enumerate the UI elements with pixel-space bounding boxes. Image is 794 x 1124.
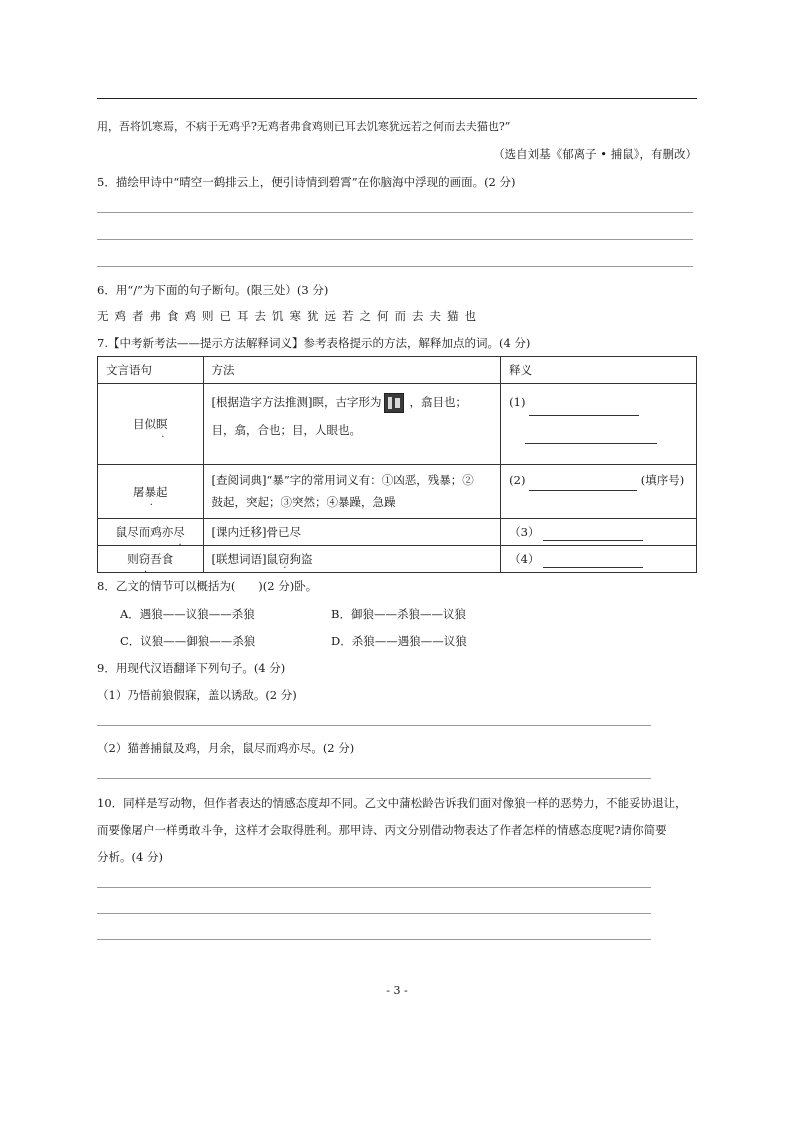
question-6: 6．用“/”为下面的句子断句。(限三处）(3 分) bbox=[97, 283, 329, 297]
question-7: 7.【中考新考法——提示方法解释词义】参考表格提示的方法，解释加点的词。(4 分) bbox=[97, 336, 531, 350]
table-row bbox=[98, 546, 697, 573]
header-phrase: 文言语句 bbox=[106, 363, 152, 377]
question-8: 8．乙文的情节可以概括为( )(2 分)卧。 bbox=[97, 579, 318, 593]
word-meaning-table bbox=[97, 356, 697, 573]
method-text: [根据造字方法推测]瞑，古字形为 ，翕目也； 目，翕，合也；目，人眼也。 bbox=[211, 395, 468, 437]
answer-line[interactable] bbox=[97, 266, 693, 267]
phrase-text: 目似瞑 bbox=[133, 417, 168, 431]
answer-line[interactable] bbox=[97, 239, 693, 240]
table-row bbox=[98, 519, 697, 546]
option-a[interactable]: A．遇狼——议狼——杀狼 bbox=[120, 607, 255, 621]
question-5: 5．描绘甲诗中“晴空一鹤排云上，便引诗情到碧霄”在你脑海中浮现的画面。(2 分) bbox=[97, 175, 516, 189]
option-d[interactable]: D．杀狼——遇狼——议狼 bbox=[331, 634, 467, 648]
table-row bbox=[98, 465, 697, 519]
answer-blank[interactable] bbox=[543, 553, 643, 568]
passage-end: 用，吾将饥寒焉，不病于无鸡乎?无鸡者弗食鸡则已耳去饥寒犹远若之何而去夫猫也?” bbox=[97, 120, 511, 133]
method-text: [查阅词典]“暴”字的常用词义有：①凶恶，残暴；② 鼓起，突起；③突然；④暴躁，急躁 bbox=[211, 473, 474, 509]
option-b[interactable]: B．御狼——杀狼——议狼 bbox=[331, 607, 466, 621]
question-9: 9．用现代汉语翻译下列句子。(4 分) bbox=[97, 661, 286, 675]
q9-sentence-2: （2）猫善捕鼠及鸡，月余，鼠尽而鸡亦尽。(2 分) bbox=[97, 741, 355, 755]
question-10-line-1: 10．同样是写动物，但作者表达的情感态度却不同。乙文中蒲松龄告诉我们面对像狼一样的恶势力，不能妥协退让， bbox=[97, 796, 687, 810]
answer-line[interactable] bbox=[97, 725, 651, 726]
phrase-text: 屠暴起 bbox=[133, 484, 168, 499]
sentence-to-punctuate: 无鸡者弗食鸡则已耳去饥寒犹远若之何而去夫猫也 bbox=[97, 309, 482, 323]
phrase-text: 则窃吾食 bbox=[127, 552, 174, 566]
answer-cell: (2) (填序号) bbox=[501, 465, 696, 495]
question-10-line-2: 而要像屠户一样勇敢斗争，这样才会取得胜利。那甲诗、丙文分别借动物表达了作者怎样的情感态度呢?请你简要 bbox=[97, 823, 667, 837]
ancient-glyph-icon bbox=[384, 393, 404, 413]
header-rule bbox=[97, 98, 697, 99]
answer-blank[interactable] bbox=[525, 429, 657, 444]
answer-cell: (1) bbox=[501, 384, 696, 448]
answer-line[interactable] bbox=[97, 887, 651, 888]
table-row bbox=[98, 384, 697, 465]
header-method: 方法 bbox=[211, 363, 235, 377]
answer-line[interactable] bbox=[97, 913, 651, 914]
passage-source: （选自刘基《郁离子 • 捕鼠》，有删改） bbox=[493, 147, 697, 161]
answer-cell: （4） bbox=[501, 546, 696, 572]
phrase-text: 鼠尽而鸡亦尽 bbox=[115, 525, 185, 539]
answer-blank[interactable] bbox=[543, 526, 643, 541]
answer-line[interactable] bbox=[97, 212, 693, 213]
answer-blank[interactable] bbox=[529, 401, 639, 416]
option-c[interactable]: C．议狼——御狼——杀狼 bbox=[120, 634, 256, 648]
answer-cell: （3） bbox=[501, 519, 696, 545]
answer-line[interactable] bbox=[97, 778, 651, 779]
table-header-row bbox=[98, 357, 697, 384]
answer-line[interactable] bbox=[97, 939, 651, 940]
header-meaning: 释义 bbox=[509, 363, 533, 377]
question-10-line-3: 分析。(4 分) bbox=[97, 850, 163, 864]
method-text: [课内迁移]骨已尽 bbox=[211, 525, 302, 539]
answer-blank[interactable] bbox=[529, 476, 637, 491]
q9-sentence-1: （1）乃悟前狼假寐，盖以诱敌。(2 分) bbox=[97, 688, 297, 702]
method-text: [联想词语]鼠窃狗盗 bbox=[211, 552, 313, 566]
page-number: - 3 - bbox=[386, 984, 408, 997]
